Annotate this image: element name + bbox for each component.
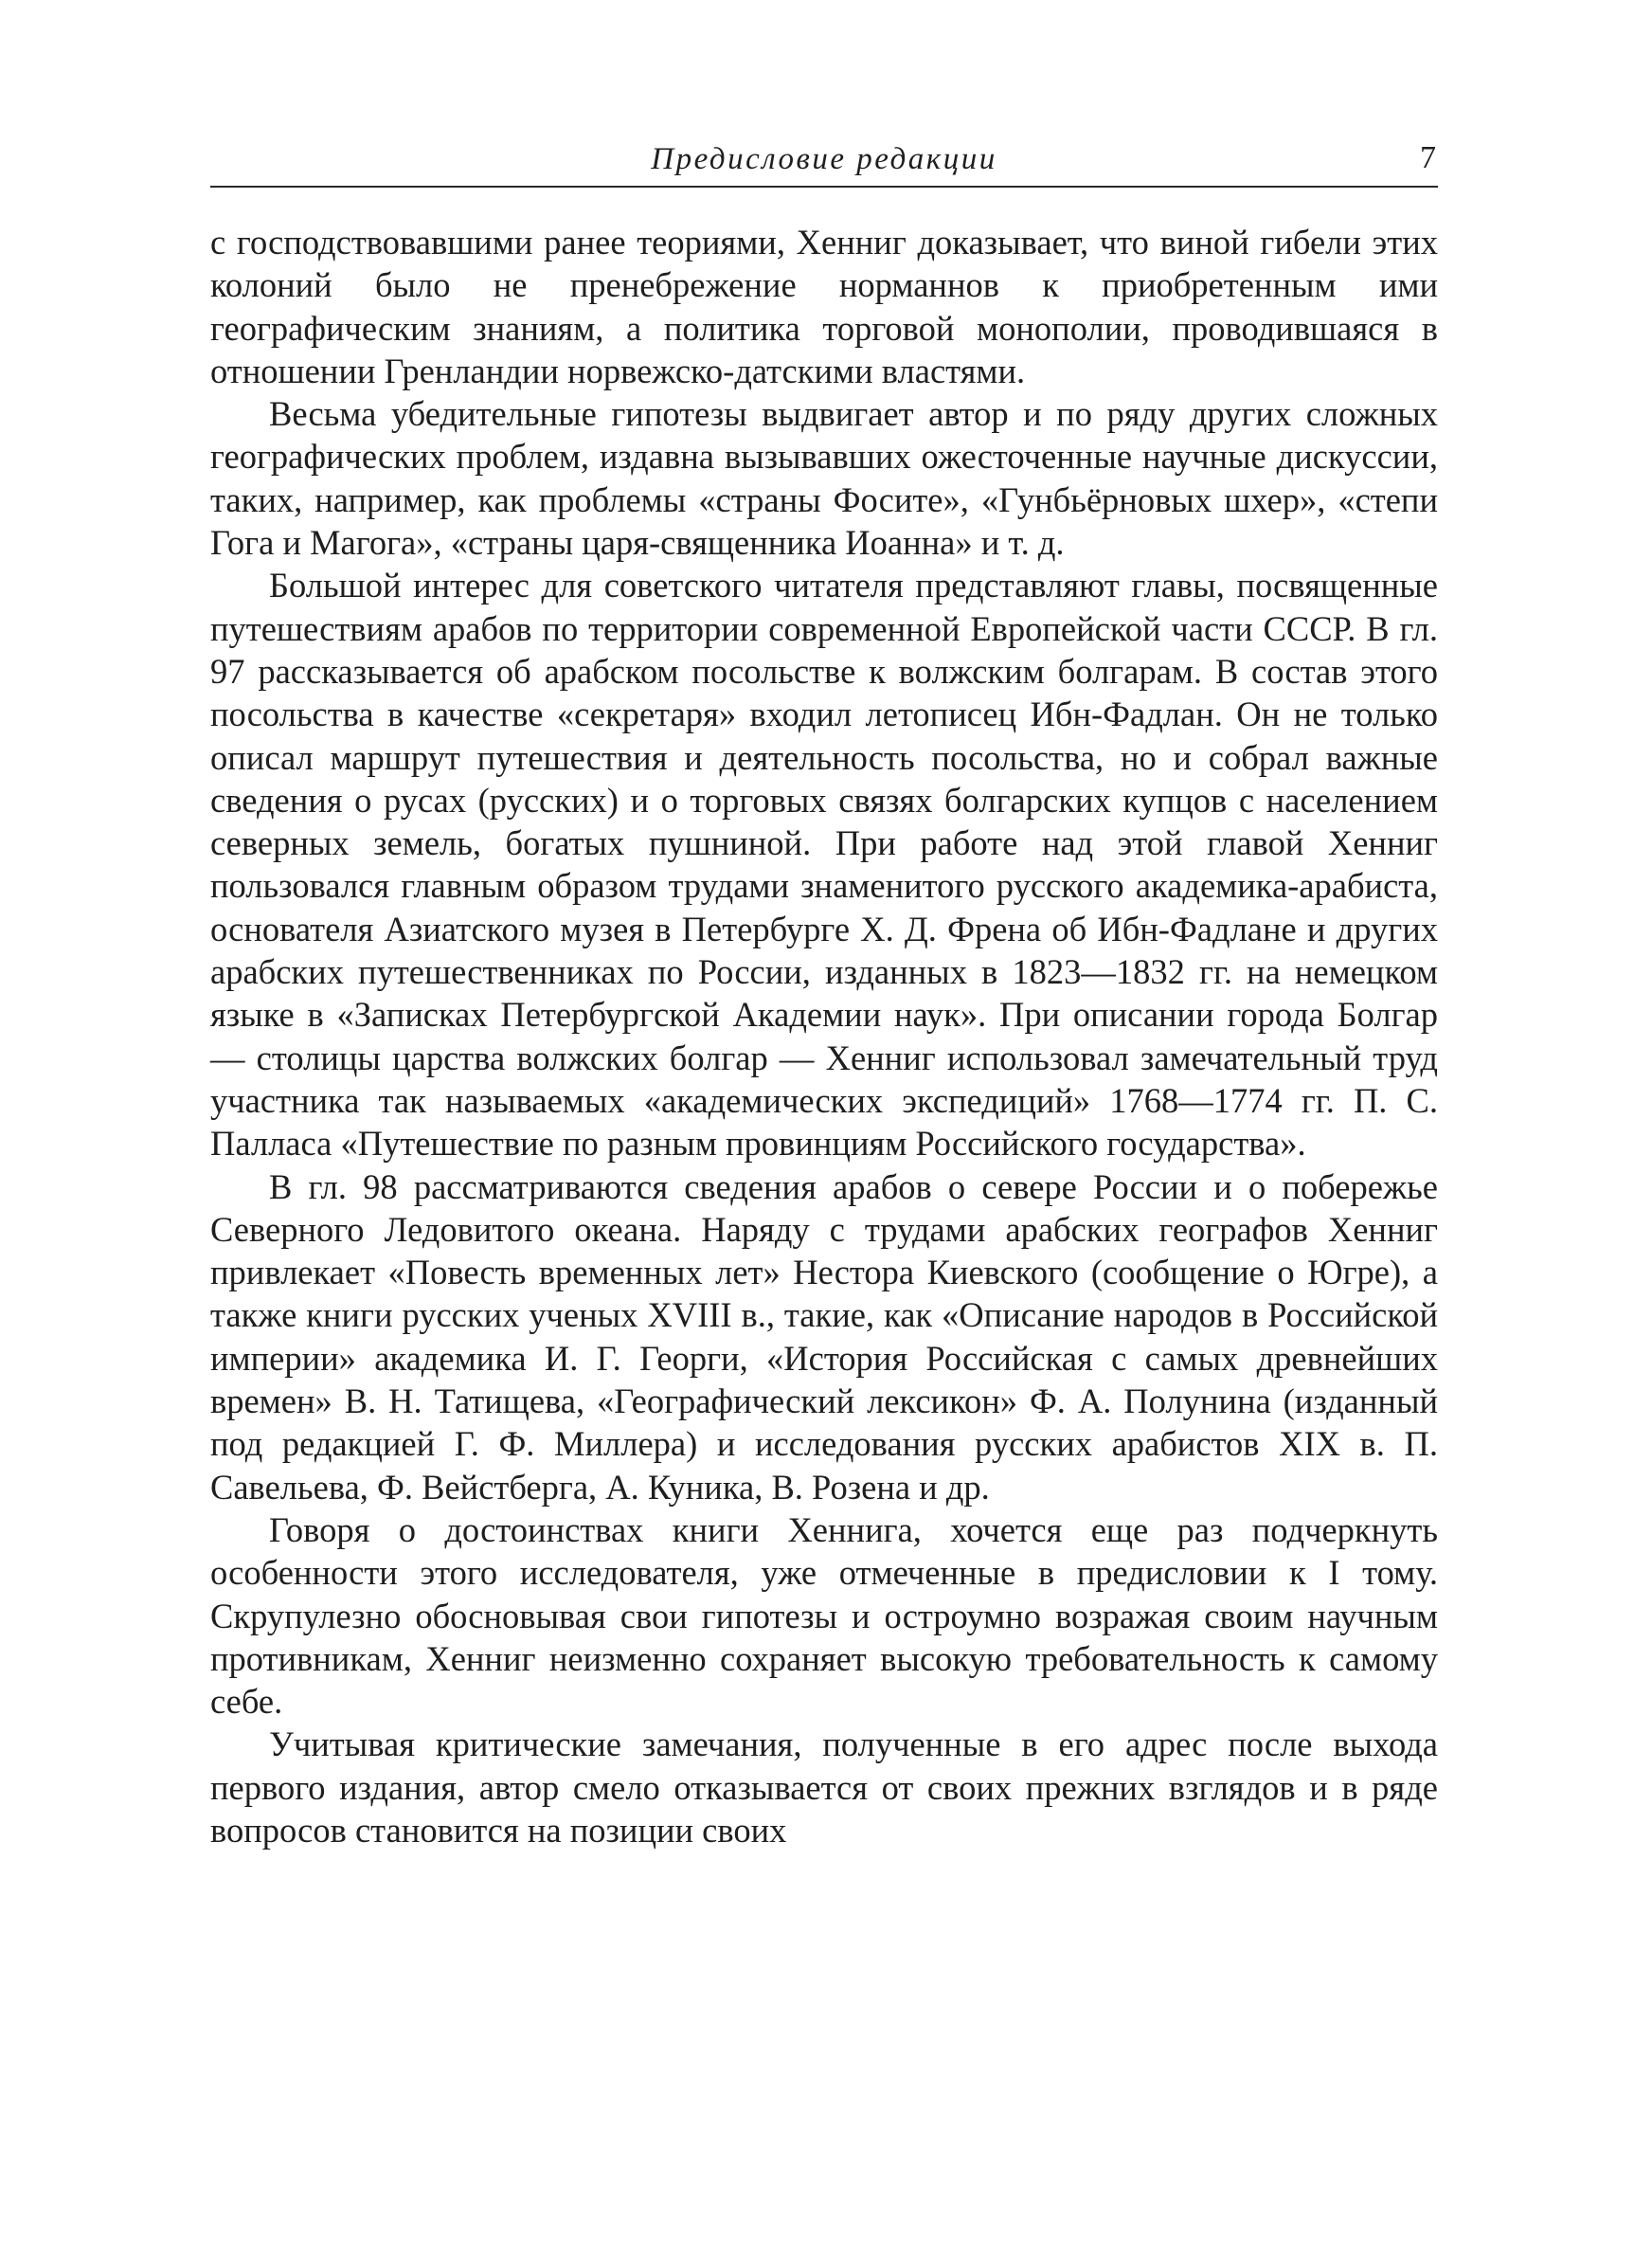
- running-title: Предисловие редакции: [651, 142, 997, 176]
- paragraph: Большой интерес для советского читателя представляют главы, посвященные путешествиям арабов по территории современной Европейской части СССР. В гл. 97 рассказывается об арабском посольстве к волжским болгарам. В состав этого посольства в качестве «секретаря» входил летописец Ибн-Фадлан. Он не только описал маршрут путешествия и деятельность посольства, но и собрал важные сведения о русах (русских) и о торговых связях болгарских купцов с населением северных земель, богатых пушниной. При работе над этой главой Хенниг пользовался главным образом трудами знаменитого русского академика-арабиста, основателя Азиатского музея в Петербурге Х. Д. Френа об Ибн-Фадлане и других арабских путешественниках по России, изданных в 1823—1832 гг. на немецком языке в «Записках Петербургской Академии наук». При описании города Болгар — столицы царства волжских болгар — Хенниг использовал замечательный труд участника так называемых «академических экспедиций» 1768—1774 гг. П. С. Палласа «Путешествие по разным провинциям Российского государства».: [210, 566, 1438, 1164]
- running-header: [210, 135, 1438, 188]
- paragraph-continued: с господствовавшими ранее теориями, Хенниг доказывает, что виной гибели этих колоний было не пренебрежение норманнов к приобретенным ими географическим знаниям, а политика торговой монополии, проводившаяся в отношении Гренландии норвежско-датскими властями.: [210, 223, 1438, 390]
- paragraph: Весьма убедительные гипотезы выдвигает автор и по ряду других сложных географических проблем, издавна вызывавших ожесточенные научные дискуссии, таких, например, как проблемы «страны Фосите», «Гунбьёрновых шхер», «степи Гога и Магога», «страны царя-священника Иоанна» и т. д.: [210, 394, 1438, 563]
- paragraph: Учитывая критические замечания, полученные в его адрес после выхода первого издания, автор смело отказывается от своих прежних взглядов и в ряде вопросов становится на позиции своих: [210, 1724, 1438, 1850]
- page-number: 7: [1420, 140, 1436, 175]
- paragraph: В гл. 98 рассматриваются сведения арабов о севере России и о побережье Северного Ледовитого океана. Наряду с трудами арабских географов Хенниг привлекает «Повесть временных лет» Нестора Киевского (сообщение о Югре), а также книги русских ученых XVIII в., такие, как «Описание народов в Российской империи» академика И. Г. Георги, «История Российская с самых древнейших времен» В. Н. Татищева, «Географический лексикон» Ф. А. Полунина (изданный под редакцией Г. Ф. Миллера) и исследования русских арабистов XIX в. П. Савельева, Ф. Вейстберга, А. Куника, В. Розена и др.: [210, 1166, 1438, 1507]
- paragraph: Говоря о достоинствах книги Хеннига, хочется еще раз подчеркнуть особенности этого исследователя, уже отмеченные в предисловии к I тому. Скрупулезно обосновывая свои гипотезы и остроумно возражая своим научным противникам, Хенниг неизменно сохраняет высокую требовательность к самому себе.: [210, 1509, 1438, 1722]
- body-text: [210, 221, 1438, 1851]
